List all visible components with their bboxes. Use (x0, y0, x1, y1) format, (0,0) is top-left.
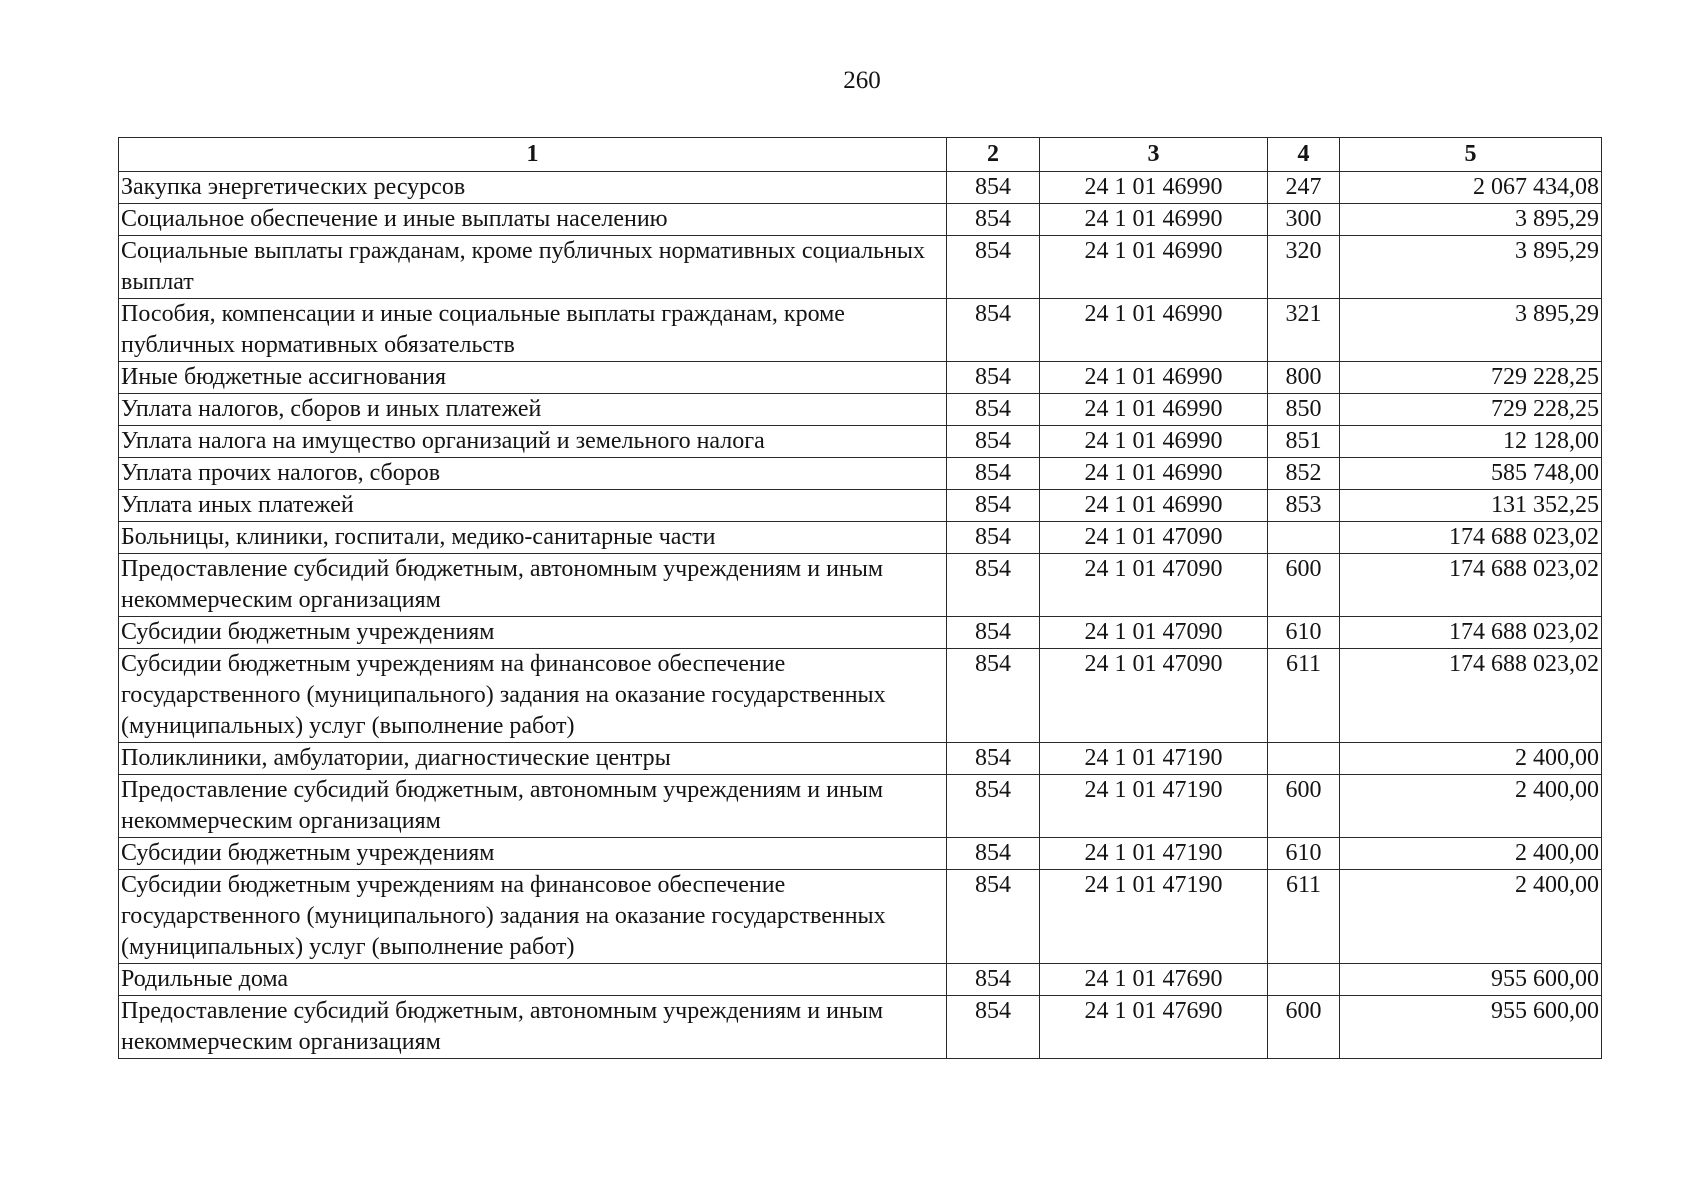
table-row (119, 996, 1602, 1059)
table-body (119, 172, 1602, 1059)
row-code: 854 (947, 617, 1040, 649)
row-amount: 174 688 023,02 (1340, 554, 1602, 617)
row-target-article: 24 1 01 46990 (1040, 204, 1268, 236)
row-name: Поликлиники, амбулатории, диагностические центры (119, 743, 947, 775)
row-name: Уплата иных платежей (119, 490, 947, 522)
row-expense-type: 853 (1268, 490, 1340, 522)
row-amount: 174 688 023,02 (1340, 649, 1602, 743)
row-name: Субсидии бюджетным учреждениям на финансовое обеспечение государственного (муниципального) задания на оказание государственных (муниципальных) услуг (выполнение работ) (119, 649, 947, 743)
row-expense-type: 600 (1268, 775, 1340, 838)
row-code: 854 (947, 458, 1040, 490)
row-amount: 12 128,00 (1340, 426, 1602, 458)
row-target-article: 24 1 01 47190 (1040, 870, 1268, 964)
row-code: 854 (947, 964, 1040, 996)
row-expense-type: 850 (1268, 394, 1340, 426)
row-amount: 3 895,29 (1340, 236, 1602, 299)
row-name: Уплата налога на имущество организаций и земельного налога (119, 426, 947, 458)
row-amount: 729 228,25 (1340, 362, 1602, 394)
table-row (119, 649, 1602, 743)
row-target-article: 24 1 01 46990 (1040, 299, 1268, 362)
row-code: 854 (947, 996, 1040, 1059)
row-name: Социальное обеспечение и иные выплаты населению (119, 204, 947, 236)
row-amount: 174 688 023,02 (1340, 522, 1602, 554)
row-target-article: 24 1 01 46990 (1040, 394, 1268, 426)
row-amount: 174 688 023,02 (1340, 617, 1602, 649)
row-name: Предоставление субсидий бюджетным, автономным учреждениям и иным некоммерческим организациям (119, 554, 947, 617)
row-code: 854 (947, 426, 1040, 458)
row-target-article: 24 1 01 46990 (1040, 490, 1268, 522)
row-expense-type: 610 (1268, 617, 1340, 649)
row-expense-type: 852 (1268, 458, 1340, 490)
row-name: Закупка энергетических ресурсов (119, 172, 947, 204)
row-target-article: 24 1 01 47190 (1040, 743, 1268, 775)
row-code: 854 (947, 775, 1040, 838)
row-code: 854 (947, 204, 1040, 236)
row-code: 854 (947, 838, 1040, 870)
row-amount: 2 400,00 (1340, 838, 1602, 870)
row-code: 854 (947, 554, 1040, 617)
row-code: 854 (947, 743, 1040, 775)
header-col-4: 4 (1268, 138, 1340, 172)
row-name: Субсидии бюджетным учреждениям на финансовое обеспечение государственного (муниципального) задания на оказание государственных (муниципальных) услуг (выполнение работ) (119, 870, 947, 964)
row-amount: 2 067 434,08 (1340, 172, 1602, 204)
row-amount: 131 352,25 (1340, 490, 1602, 522)
table-row (119, 743, 1602, 775)
header-col-5: 5 (1340, 138, 1602, 172)
row-name: Иные бюджетные ассигнования (119, 362, 947, 394)
row-expense-type: 611 (1268, 649, 1340, 743)
page-number: 260 (843, 67, 881, 94)
row-target-article: 24 1 01 47090 (1040, 554, 1268, 617)
row-target-article: 24 1 01 47190 (1040, 838, 1268, 870)
header-col-2: 2 (947, 138, 1040, 172)
row-name: Уплата прочих налогов, сборов (119, 458, 947, 490)
table-row (119, 236, 1602, 299)
row-expense-type: 247 (1268, 172, 1340, 204)
row-expense-type (1268, 522, 1340, 554)
row-expense-type: 851 (1268, 426, 1340, 458)
row-code: 854 (947, 172, 1040, 204)
row-amount: 729 228,25 (1340, 394, 1602, 426)
row-target-article: 24 1 01 47090 (1040, 522, 1268, 554)
table-row (119, 554, 1602, 617)
table-row (119, 204, 1602, 236)
row-expense-type: 320 (1268, 236, 1340, 299)
row-name: Больницы, клиники, госпитали, медико-санитарные части (119, 522, 947, 554)
row-expense-type: 611 (1268, 870, 1340, 964)
row-amount: 2 400,00 (1340, 743, 1602, 775)
row-amount: 585 748,00 (1340, 458, 1602, 490)
row-expense-type (1268, 743, 1340, 775)
row-amount: 2 400,00 (1340, 870, 1602, 964)
header-col-3: 3 (1040, 138, 1268, 172)
row-name: Субсидии бюджетным учреждениям (119, 838, 947, 870)
row-code: 854 (947, 362, 1040, 394)
row-amount: 955 600,00 (1340, 996, 1602, 1059)
row-name: Родильные дома (119, 964, 947, 996)
row-target-article: 24 1 01 46990 (1040, 458, 1268, 490)
row-target-article: 24 1 01 46990 (1040, 236, 1268, 299)
row-expense-type: 610 (1268, 838, 1340, 870)
table-row (119, 522, 1602, 554)
row-target-article: 24 1 01 46990 (1040, 172, 1268, 204)
row-expense-type: 321 (1268, 299, 1340, 362)
row-target-article: 24 1 01 47690 (1040, 996, 1268, 1059)
row-code: 854 (947, 490, 1040, 522)
row-amount: 3 895,29 (1340, 299, 1602, 362)
header-row (119, 138, 1602, 172)
table-row (119, 458, 1602, 490)
row-target-article: 24 1 01 46990 (1040, 362, 1268, 394)
header-col-1: 1 (119, 138, 947, 172)
row-name: Субсидии бюджетным учреждениям (119, 617, 947, 649)
row-code: 854 (947, 649, 1040, 743)
table-row (119, 172, 1602, 204)
row-expense-type (1268, 964, 1340, 996)
row-name: Социальные выплаты гражданам, кроме публичных нормативных социальных выплат (119, 236, 947, 299)
row-code: 854 (947, 394, 1040, 426)
row-expense-type: 600 (1268, 996, 1340, 1059)
table-row (119, 299, 1602, 362)
row-name: Уплата налогов, сборов и иных платежей (119, 394, 947, 426)
row-amount: 955 600,00 (1340, 964, 1602, 996)
row-code: 854 (947, 870, 1040, 964)
row-expense-type: 300 (1268, 204, 1340, 236)
row-code: 854 (947, 236, 1040, 299)
row-target-article: 24 1 01 47090 (1040, 617, 1268, 649)
row-target-article: 24 1 01 47190 (1040, 775, 1268, 838)
row-name: Предоставление субсидий бюджетным, автономным учреждениям и иным некоммерческим организациям (119, 775, 947, 838)
table-row (119, 775, 1602, 838)
table-row (119, 870, 1602, 964)
row-expense-type: 600 (1268, 554, 1340, 617)
row-target-article: 24 1 01 47690 (1040, 964, 1268, 996)
row-code: 854 (947, 522, 1040, 554)
row-target-article: 24 1 01 47090 (1040, 649, 1268, 743)
table-row (119, 490, 1602, 522)
row-amount: 2 400,00 (1340, 775, 1602, 838)
table-row (119, 362, 1602, 394)
row-name: Предоставление субсидий бюджетным, автономным учреждениям и иным некоммерческим организациям (119, 996, 947, 1059)
table-row (119, 394, 1602, 426)
table-row (119, 617, 1602, 649)
table-row (119, 838, 1602, 870)
budget-table (118, 137, 1602, 1059)
row-amount: 3 895,29 (1340, 204, 1602, 236)
table-row (119, 426, 1602, 458)
row-name: Пособия, компенсации и иные социальные выплаты гражданам, кроме публичных нормативных обязательств (119, 299, 947, 362)
row-target-article: 24 1 01 46990 (1040, 426, 1268, 458)
table-row (119, 964, 1602, 996)
row-code: 854 (947, 299, 1040, 362)
row-expense-type: 800 (1268, 362, 1340, 394)
